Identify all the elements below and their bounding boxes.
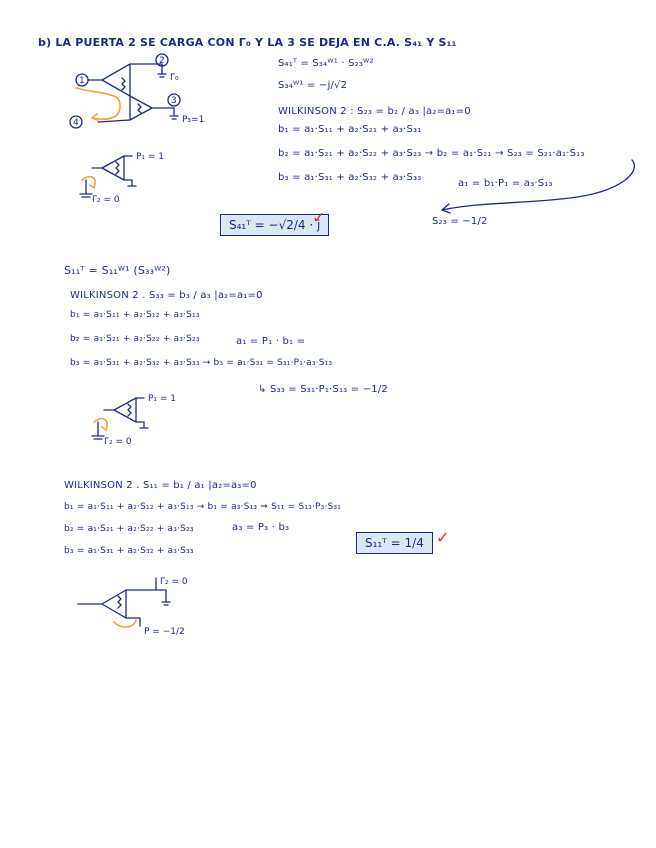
- wilkinson-circuit-diagram-3: [84, 392, 194, 452]
- port-2-label: 2: [159, 56, 165, 66]
- p1-label: P₁ = 1: [136, 152, 165, 162]
- gamma2-label: Γ₂ = 0: [92, 195, 120, 205]
- check-mark-icon: ✓: [312, 208, 326, 227]
- eq-s11-t-def: S₁₁ᵀ = S₁₁ᵂ¹ (S₃₃ᵂ²): [64, 264, 171, 277]
- eq-wilkinson-s11: WILKINSON 2 . S₁₁ = b₁ / a₁ |a₂=a₃=0: [64, 480, 257, 491]
- wilkinson-circuit-diagram-2: [72, 150, 182, 210]
- eq-s41-t: S₄₁ᵀ = S₃₄ᵂ¹ · S₂₃ᵂ²: [278, 58, 374, 69]
- eq-a1-part2: a₁ = P₁ · b₁ =: [236, 336, 306, 347]
- page-heading: b) LA PUERTA 2 SE CARGA CON Γ₀ Y LA 3 SE DEJA EN C.A. S₄₁ Y S₁₁: [38, 36, 457, 49]
- eq-a1-part1: a₁ = b₁·P₁ = a₃·S₁₃: [458, 178, 553, 189]
- port-1-label: 1: [79, 76, 85, 86]
- eq-b3-part2: b₃ = a₁·S₃₁ + a₂·S₃₂ + a₃·S₃₃ → b₃ = a₁·S₃₁ = S₃₁·P₁·a₃·S₁₃: [70, 358, 333, 368]
- eq-b3-part3: b₃ = a₁·S₃₁ + a₂·S₃₂ + a₃·S₃₃: [64, 546, 194, 556]
- arrow-to-s23: [420, 152, 640, 222]
- eq-b3-part1: b₃ = a₁·S₃₁ + a₂·S₃₂ + a₃·S₃₃: [278, 172, 422, 183]
- port-4-label: 4: [73, 118, 79, 128]
- p-label-3: P = −1/2: [144, 627, 185, 637]
- eq-s23-value: S₂₃ = −1/2: [432, 216, 488, 227]
- wilkinson-circuit-diagram-1: [62, 56, 232, 136]
- eq-s34-w1: S₃₄ᵂ¹ = −j/√2: [278, 80, 348, 91]
- eq-b2-part1: b₂ = a₁·S₂₁ + a₂·S₂₂ + a₃·S₂₃ → b₂ = a₁·S₂₁ → S₂₃ = S₂₁·a₁·S₁₃: [278, 148, 585, 159]
- eq-wilkinson-s33: WILKINSON 2 . S₃₃ = b₃ / a₃ |a₂=a₁=0: [70, 290, 263, 301]
- eq-b1-part1: b₁ = a₁·S₁₁ + a₂·S₂₁ + a₃·S₃₁: [278, 124, 422, 135]
- eq-b2-part2: b₂ = a₁·S₂₁ + a₂·S₂₂ + a₃·S₂₃: [70, 334, 200, 344]
- eq-wilkinson-s23: WILKINSON 2 : S₂₃ = b₂ / a₃ |a₂=a₁=0: [278, 106, 471, 117]
- gamma2-label-2: Γ₂ = 0: [104, 437, 132, 447]
- result-s41: S₄₁ᵀ = −√2/4 · j: [220, 214, 329, 236]
- p3-label: P₃=1: [182, 115, 205, 125]
- result-s11: S₁₁ᵀ = 1/4: [356, 532, 433, 554]
- p1-label-2: P₁ = 1: [148, 394, 177, 404]
- eq-b1-part2: b₁ = a₁·S₁₁ + a₂·S₁₂ + a₃·S₁₃: [70, 310, 200, 320]
- gamma0-label: Γ₀: [170, 73, 179, 83]
- wilkinson-circuit-diagram-4: [74, 574, 214, 644]
- eq-s33-value: ↳ S₃₃ = S₃₁·P₁·S₁₃ = −1/2: [258, 384, 388, 395]
- eq-a3-part3: a₃ = P₃ · b₃: [232, 522, 290, 533]
- gamma2-label-3: Γ₂ = 0: [160, 577, 188, 587]
- check-mark-icon: ✓: [436, 528, 450, 547]
- eq-b1-part3: b₁ = a₁·S₁₁ + a₂·S₁₂ + a₃·S₁₃ → b₁ = a₃·S₁₃ ⇒ S₁₁ = S₁₃·P₃·S₃₁: [64, 502, 342, 512]
- eq-b2-part3: b₂ = a₁·S₂₁ + a₂·S₂₂ + a₃·S₂₃: [64, 524, 194, 534]
- port-3-label: 3: [171, 96, 177, 106]
